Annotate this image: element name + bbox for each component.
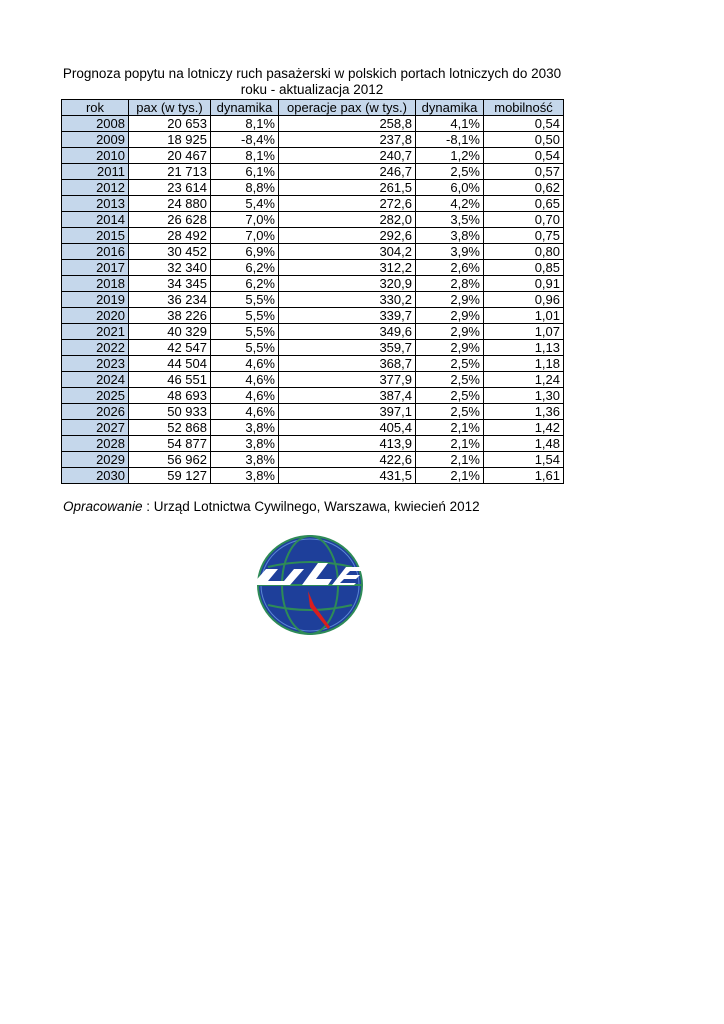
cell-dynamika-pax: 5,4% <box>211 196 279 212</box>
table-row <box>62 244 564 260</box>
cell-dynamika-operacje: 2,5% <box>416 372 484 388</box>
cell-pax: 54 877 <box>129 436 211 452</box>
cell-rok: 2009 <box>62 132 129 148</box>
cell-operacje: 397,1 <box>279 404 416 420</box>
table-row <box>62 180 564 196</box>
cell-operacje: 237,8 <box>279 132 416 148</box>
cell-dynamika-pax: 4,6% <box>211 372 279 388</box>
cell-mobilnosc: 0,65 <box>484 196 564 212</box>
cell-dynamika-pax: -8,4% <box>211 132 279 148</box>
cell-operacje: 359,7 <box>279 340 416 356</box>
ulc-logo-icon <box>232 533 378 638</box>
cell-rok: 2025 <box>62 388 129 404</box>
cell-dynamika-operacje: 2,9% <box>416 324 484 340</box>
cell-mobilnosc: 1,54 <box>484 452 564 468</box>
cell-mobilnosc: 0,54 <box>484 148 564 164</box>
table-row <box>62 452 564 468</box>
cell-pax: 44 504 <box>129 356 211 372</box>
cell-operacje: 413,9 <box>279 436 416 452</box>
cell-dynamika-pax: 7,0% <box>211 212 279 228</box>
cell-dynamika-pax: 3,8% <box>211 420 279 436</box>
cell-mobilnosc: 0,62 <box>484 180 564 196</box>
table-row <box>62 340 564 356</box>
table-row <box>62 308 564 324</box>
source-note <box>63 499 480 514</box>
cell-rok: 2014 <box>62 212 129 228</box>
cell-dynamika-operacje: 2,1% <box>416 452 484 468</box>
cell-rok: 2011 <box>62 164 129 180</box>
cell-pax: 52 868 <box>129 420 211 436</box>
cell-operacje: 339,7 <box>279 308 416 324</box>
table-row <box>62 468 564 484</box>
cell-dynamika-operacje: 2,1% <box>416 420 484 436</box>
cell-mobilnosc: 0,96 <box>484 292 564 308</box>
cell-dynamika-operacje: 6,0% <box>416 180 484 196</box>
cell-dynamika-pax: 4,6% <box>211 388 279 404</box>
cell-mobilnosc: 1,61 <box>484 468 564 484</box>
cell-operacje: 292,6 <box>279 228 416 244</box>
cell-operacje: 387,4 <box>279 388 416 404</box>
cell-pax: 28 492 <box>129 228 211 244</box>
cell-mobilnosc: 1,24 <box>484 372 564 388</box>
table-row <box>62 164 564 180</box>
table-row <box>62 292 564 308</box>
cell-mobilnosc: 1,42 <box>484 420 564 436</box>
cell-mobilnosc: 0,54 <box>484 116 564 132</box>
table-row <box>62 260 564 276</box>
cell-dynamika-operacje: -8,1% <box>416 132 484 148</box>
cell-pax: 20 653 <box>129 116 211 132</box>
table-header-row <box>62 100 564 116</box>
cell-dynamika-pax: 6,2% <box>211 276 279 292</box>
table-row <box>62 388 564 404</box>
table-row <box>62 196 564 212</box>
table-row <box>62 116 564 132</box>
cell-rok: 2017 <box>62 260 129 276</box>
header-mobilnosc: mobilność <box>484 100 564 116</box>
cell-mobilnosc: 0,85 <box>484 260 564 276</box>
cell-dynamika-pax: 6,1% <box>211 164 279 180</box>
cell-rok: 2026 <box>62 404 129 420</box>
cell-dynamika-operacje: 4,1% <box>416 116 484 132</box>
cell-rok: 2015 <box>62 228 129 244</box>
cell-mobilnosc: 1,18 <box>484 356 564 372</box>
table-row <box>62 356 564 372</box>
table-row <box>62 324 564 340</box>
cell-rok: 2018 <box>62 276 129 292</box>
cell-rok: 2019 <box>62 292 129 308</box>
cell-dynamika-operacje: 3,5% <box>416 212 484 228</box>
table-row <box>62 404 564 420</box>
cell-dynamika-operacje: 3,9% <box>416 244 484 260</box>
cell-mobilnosc: 1,01 <box>484 308 564 324</box>
cell-operacje: 330,2 <box>279 292 416 308</box>
cell-dynamika-pax: 5,5% <box>211 340 279 356</box>
cell-dynamika-pax: 6,9% <box>211 244 279 260</box>
cell-dynamika-operacje: 4,2% <box>416 196 484 212</box>
cell-pax: 34 345 <box>129 276 211 292</box>
table-row <box>62 132 564 148</box>
cell-rok: 2013 <box>62 196 129 212</box>
cell-dynamika-pax: 5,5% <box>211 324 279 340</box>
cell-dynamika-operacje: 2,9% <box>416 292 484 308</box>
cell-mobilnosc: 1,36 <box>484 404 564 420</box>
cell-operacje: 368,7 <box>279 356 416 372</box>
cell-rok: 2027 <box>62 420 129 436</box>
cell-pax: 56 962 <box>129 452 211 468</box>
cell-rok: 2016 <box>62 244 129 260</box>
cell-dynamika-operacje: 2,6% <box>416 260 484 276</box>
cell-pax: 48 693 <box>129 388 211 404</box>
cell-mobilnosc: 0,91 <box>484 276 564 292</box>
cell-pax: 26 628 <box>129 212 211 228</box>
cell-pax: 21 713 <box>129 164 211 180</box>
cell-dynamika-pax: 8,1% <box>211 116 279 132</box>
cell-rok: 2021 <box>62 324 129 340</box>
cell-dynamika-pax: 5,5% <box>211 308 279 324</box>
cell-dynamika-pax: 7,0% <box>211 228 279 244</box>
cell-rok: 2023 <box>62 356 129 372</box>
cell-mobilnosc: 1,13 <box>484 340 564 356</box>
cell-dynamika-operacje: 2,5% <box>416 404 484 420</box>
cell-rok: 2008 <box>62 116 129 132</box>
cell-operacje: 258,8 <box>279 116 416 132</box>
cell-operacje: 282,0 <box>279 212 416 228</box>
cell-dynamika-pax: 4,6% <box>211 356 279 372</box>
table-row <box>62 228 564 244</box>
cell-pax: 46 551 <box>129 372 211 388</box>
cell-operacje: 431,5 <box>279 468 416 484</box>
cell-rok: 2012 <box>62 180 129 196</box>
cell-dynamika-operacje: 3,8% <box>416 228 484 244</box>
header-rok: rok <box>62 100 129 116</box>
cell-dynamika-operacje: 2,9% <box>416 308 484 324</box>
cell-operacje: 261,5 <box>279 180 416 196</box>
cell-pax: 50 933 <box>129 404 211 420</box>
cell-rok: 2024 <box>62 372 129 388</box>
header-dynamika-pax: dynamika <box>211 100 279 116</box>
cell-rok: 2029 <box>62 452 129 468</box>
cell-dynamika-pax: 5,5% <box>211 292 279 308</box>
cell-rok: 2022 <box>62 340 129 356</box>
cell-pax: 36 234 <box>129 292 211 308</box>
cell-dynamika-operacje: 1,2% <box>416 148 484 164</box>
cell-rok: 2020 <box>62 308 129 324</box>
cell-dynamika-pax: 8,8% <box>211 180 279 196</box>
cell-dynamika-pax: 6,2% <box>211 260 279 276</box>
cell-dynamika-operacje: 2,9% <box>416 340 484 356</box>
cell-operacje: 405,4 <box>279 420 416 436</box>
header-pax: pax (w tys.) <box>129 100 211 116</box>
cell-dynamika-pax: 4,6% <box>211 404 279 420</box>
document-title <box>60 66 564 98</box>
cell-dynamika-operacje: 2,5% <box>416 388 484 404</box>
header-dynamika-operacje: dynamika <box>416 100 484 116</box>
cell-operacje: 349,6 <box>279 324 416 340</box>
cell-pax: 42 547 <box>129 340 211 356</box>
source-label: Opracowanie <box>63 499 143 514</box>
table-row <box>62 276 564 292</box>
cell-pax: 23 614 <box>129 180 211 196</box>
cell-pax: 20 467 <box>129 148 211 164</box>
cell-pax: 24 880 <box>129 196 211 212</box>
cell-operacje: 272,6 <box>279 196 416 212</box>
cell-mobilnosc: 1,48 <box>484 436 564 452</box>
cell-pax: 18 925 <box>129 132 211 148</box>
cell-pax: 59 127 <box>129 468 211 484</box>
table-row <box>62 212 564 228</box>
cell-dynamika-pax: 3,8% <box>211 436 279 452</box>
cell-dynamika-operacje: 2,1% <box>416 436 484 452</box>
cell-pax: 38 226 <box>129 308 211 324</box>
cell-operacje: 422,6 <box>279 452 416 468</box>
cell-mobilnosc: 1,07 <box>484 324 564 340</box>
cell-operacje: 312,2 <box>279 260 416 276</box>
cell-dynamika-operacje: 2,8% <box>416 276 484 292</box>
cell-operacje: 377,9 <box>279 372 416 388</box>
table-row <box>62 148 564 164</box>
table-row <box>62 436 564 452</box>
cell-rok: 2028 <box>62 436 129 452</box>
cell-mobilnosc: 0,50 <box>484 132 564 148</box>
title-line-1: Prognoza popytu na lotniczy ruch pasażerski w polskich portach lotniczych do 2030 <box>62 66 562 81</box>
cell-mobilnosc: 0,70 <box>484 212 564 228</box>
cell-mobilnosc: 0,57 <box>484 164 564 180</box>
cell-operacje: 320,9 <box>279 276 416 292</box>
cell-mobilnosc: 0,75 <box>484 228 564 244</box>
cell-pax: 32 340 <box>129 260 211 276</box>
cell-pax: 40 329 <box>129 324 211 340</box>
header-operacje: operacje pax (w tys.) <box>279 100 416 116</box>
cell-dynamika-pax: 3,8% <box>211 452 279 468</box>
cell-dynamika-pax: 8,1% <box>211 148 279 164</box>
table-row <box>62 420 564 436</box>
cell-dynamika-operacje: 2,1% <box>416 468 484 484</box>
cell-operacje: 304,2 <box>279 244 416 260</box>
cell-dynamika-operacje: 2,5% <box>416 164 484 180</box>
cell-dynamika-operacje: 2,5% <box>416 356 484 372</box>
cell-dynamika-pax: 3,8% <box>211 468 279 484</box>
cell-operacje: 240,7 <box>279 148 416 164</box>
cell-rok: 2030 <box>62 468 129 484</box>
title-line-2: roku - aktualizacja 2012 <box>240 82 384 97</box>
forecast-table <box>61 99 564 484</box>
cell-mobilnosc: 1,30 <box>484 388 564 404</box>
cell-rok: 2010 <box>62 148 129 164</box>
source-text: : Urząd Lotnictwa Cywilnego, Warszawa, kwiecień 2012 <box>142 499 480 514</box>
cell-operacje: 246,7 <box>279 164 416 180</box>
cell-mobilnosc: 0,80 <box>484 244 564 260</box>
table-row <box>62 372 564 388</box>
cell-pax: 30 452 <box>129 244 211 260</box>
